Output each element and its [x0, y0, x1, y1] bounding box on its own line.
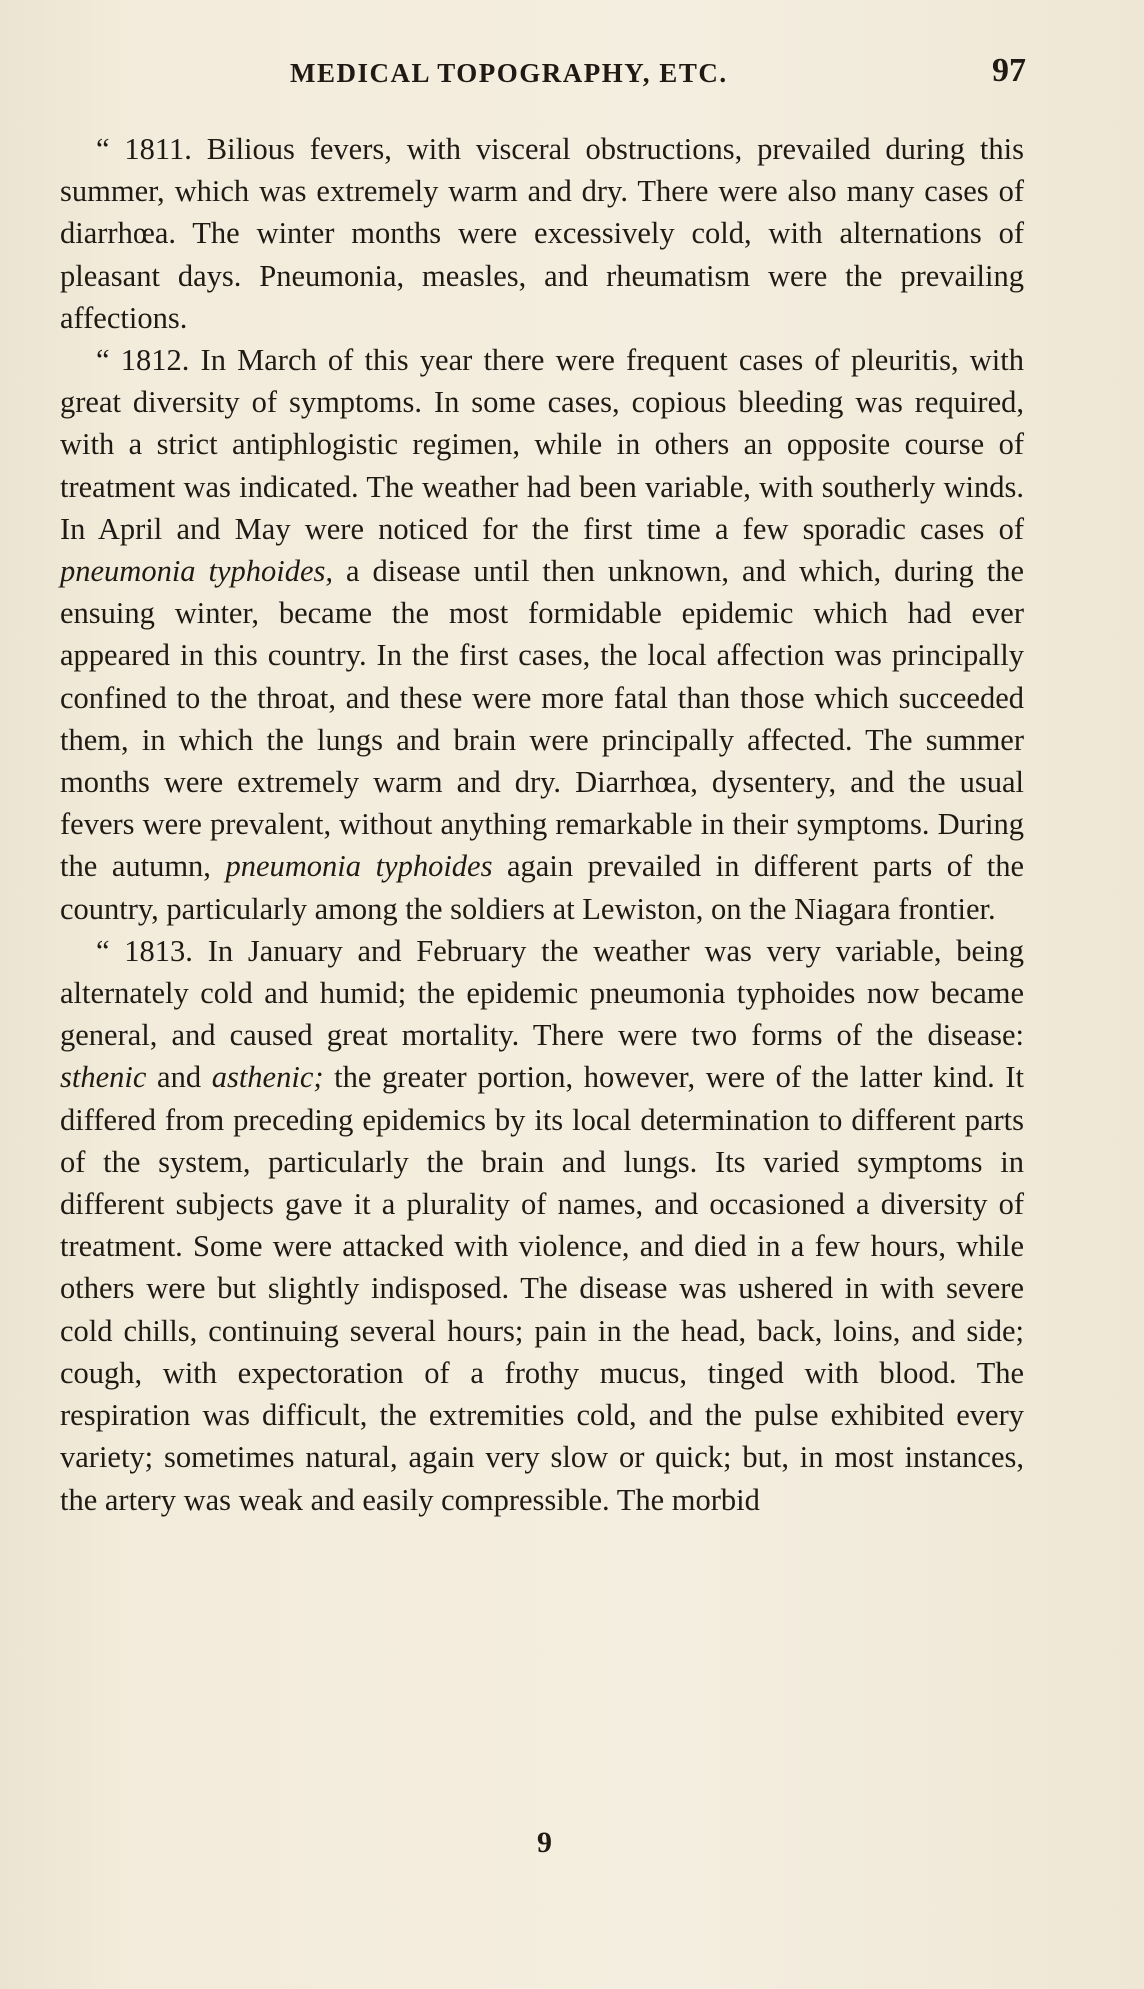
- italic-term-pneumonia-typhoides-2: pneumonia typhoides: [225, 849, 493, 884]
- paragraph-1813: [60, 930, 1024, 1521]
- signature-mark: 9: [537, 1826, 552, 1859]
- paragraph-1813-text-a: “ 1813. In January and February the weather was very variable, being alternately cold and humid; the epidemic pneumonia typhoides now became general, and caused great mortality. There were two forms of the disease:: [60, 933, 1024, 1053]
- paragraph-1812-text-e: again prevailed in different parts of the country, particularly among the soldiers at Lewiston, on the Niagara frontier.: [60, 849, 1024, 926]
- paragraph-1812-text-a: “ 1812. In March of this year there were frequent cases of pleuritis, with great diversity of symptoms. In some cases, copious bleeding was required, with a strict antiphlogistic regimen, while in others an opposite course of treatment was indicated. The weather had been variable, with southerly winds. In April and May were noticed for the first time a few sporadic cases of: [60, 343, 1024, 546]
- paragraph-1813-text-e: the greater portion, however, were of the latter kind. It differed from preceding epidemics by its local determination to different parts of the system, particularly the brain and lungs. Its varied symptoms in different subjects gave it a plurality of names, and occasioned a diversity of treatment. Some were attacked with violence, and died in a few hours, while others were but slightly indisposed. The disease was ushered in with severe cold chills, continuing several hours; pain in the head, back, loins, and side; cough, with expectoration of a frothy mucus, tinged with blood. The respiration was difficult, the extremities cold, and the pulse exhibited every variety; sometimes natural, again very slow or quick; but, in most instances, the artery was weak and easily compressible. The morbid: [60, 1060, 1024, 1517]
- page-number: 97: [992, 52, 1026, 89]
- paragraph-1812: [60, 339, 1024, 930]
- paragraph-1811: [60, 128, 1024, 339]
- paragraph-1812-text-c: a disease until then unknown, and which, during the ensuing winter, became the most formidable epidemic which had ever appeared in this country. In the first cases, the local affection was principally confined to the throat, and these were more fatal than those which succeeded them, in which the lungs and brain were principally affected. The summer months were extremely warm and dry. Diarrhœa, dysentery, and the usual fevers were prevalent, without anything remarkable in their symptoms. During the autumn,: [60, 554, 1024, 884]
- italic-term-asthenic: asthenic;: [211, 1060, 324, 1095]
- paragraph-1811-text: “ 1811. Bilious fevers, with visceral obstructions, prevailed during this summer, which was extremely warm and dry. There were also many cases of diarrhœa. The winter months were excessively cold, with alternations of pleasant days. Pneumonia, measles, and rheumatism were the prevailing affections.: [60, 132, 1024, 335]
- body-text: [60, 128, 1024, 1521]
- paragraph-1813-text-c: and: [146, 1060, 212, 1095]
- running-title: MEDICAL TOPOGRAPHY, ETC.: [290, 58, 728, 88]
- italic-term-pneumonia-typhoides: pneumonia typhoides,: [60, 554, 334, 589]
- italic-term-sthenic: sthenic: [60, 1060, 147, 1095]
